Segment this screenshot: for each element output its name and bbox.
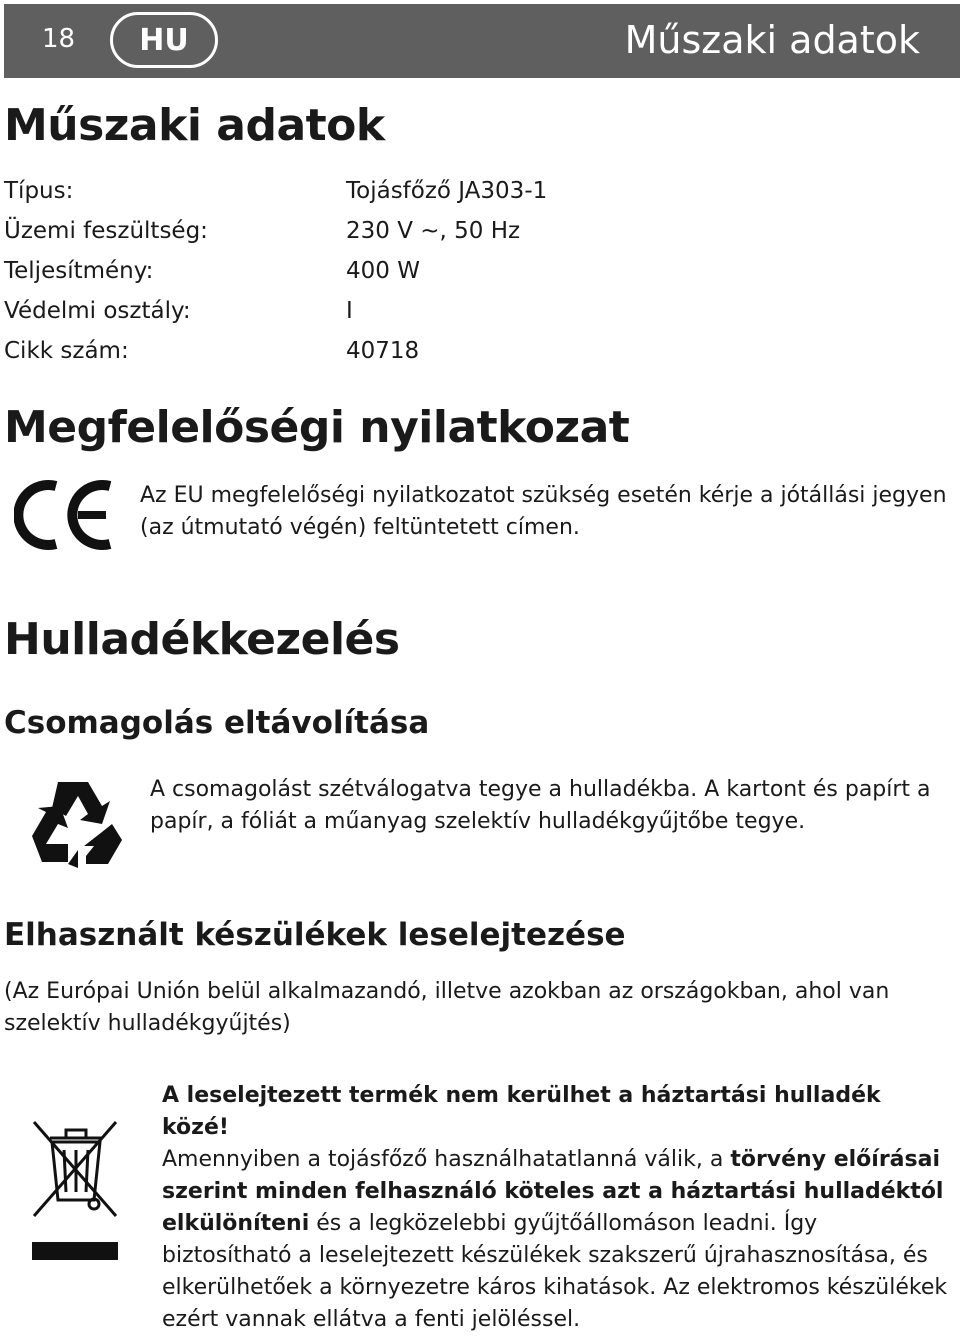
spec-label: Cikk szám:: [4, 338, 129, 364]
ce-mark-icon: [14, 478, 114, 552]
waste-heading: Hulladékkezelés: [4, 614, 400, 665]
spec-label: Teljesítmény:: [4, 258, 154, 284]
spec-label: Üzemi feszültség:: [4, 218, 208, 244]
devices-warning: A leselejtezett termék nem kerülhet a háztartási hulladék közé!: [162, 1083, 881, 1140]
devices-body: [162, 1080, 952, 1336]
devices-heading: Elhasznált készülékek leselejtezése: [4, 917, 626, 953]
crossed-bin-icon: [28, 1116, 122, 1266]
devices-text-2: és a legközelebbi gyűjtőállomáson leadni. Így biztosítható a leselejtezett készülékek szakszerű újrahasznosítása, és elkerülhetőek a környezetre káros kihatások. Az elektromos készülékek ezért vannak ellátva a fenti jelöléssel.: [162, 1211, 948, 1332]
spec-value: Tojásfőző JA303-1: [346, 178, 548, 204]
spec-value: I: [346, 298, 353, 324]
devices-legal-requirement: törvény előírásai szerint minden felhasználó köteles azt a háztartási hulladéktól elkülöníteni: [162, 1147, 944, 1236]
page-number: 18: [42, 24, 76, 54]
spec-label: Típus:: [4, 178, 74, 204]
devices-text-1: Amennyiben a tojásfőző használhatatlanná válik, a: [162, 1147, 724, 1172]
spec-value: 400 W: [346, 258, 420, 284]
conformity-heading: Megfelelőségi nyilatkozat: [4, 402, 630, 453]
packaging-text: A csomagolást szétválogatva tegye a hulladékba. A kartont és papírt a papír, a fóliát a műanyag szelektív hulladékgyűjtőbe tegye.: [150, 777, 931, 834]
devices-intro: (Az Európai Unión belül alkalmazandó, illetve azokban az országokban, ahol van szelektív hulladékgyűjtés): [4, 979, 890, 1036]
header-title: Műszaki adatok: [624, 18, 920, 62]
technical-data-heading: Műszaki adatok: [4, 100, 385, 151]
conformity-text: Az EU megfelelőségi nyilatkozatot szükség esetén kérje a jótállási jegyen (az útmutató végén) feltüntetett címen.: [140, 483, 947, 540]
recycle-icon: [28, 776, 124, 868]
spec-value: 230 V ~, 50 Hz: [346, 218, 521, 244]
packaging-heading: Csomagolás eltávolítása: [4, 705, 430, 741]
page-header: [4, 4, 960, 78]
language-badge: HU: [110, 12, 218, 68]
spec-label: Védelmi osztály:: [4, 298, 191, 324]
spec-value: 40718: [346, 338, 420, 364]
